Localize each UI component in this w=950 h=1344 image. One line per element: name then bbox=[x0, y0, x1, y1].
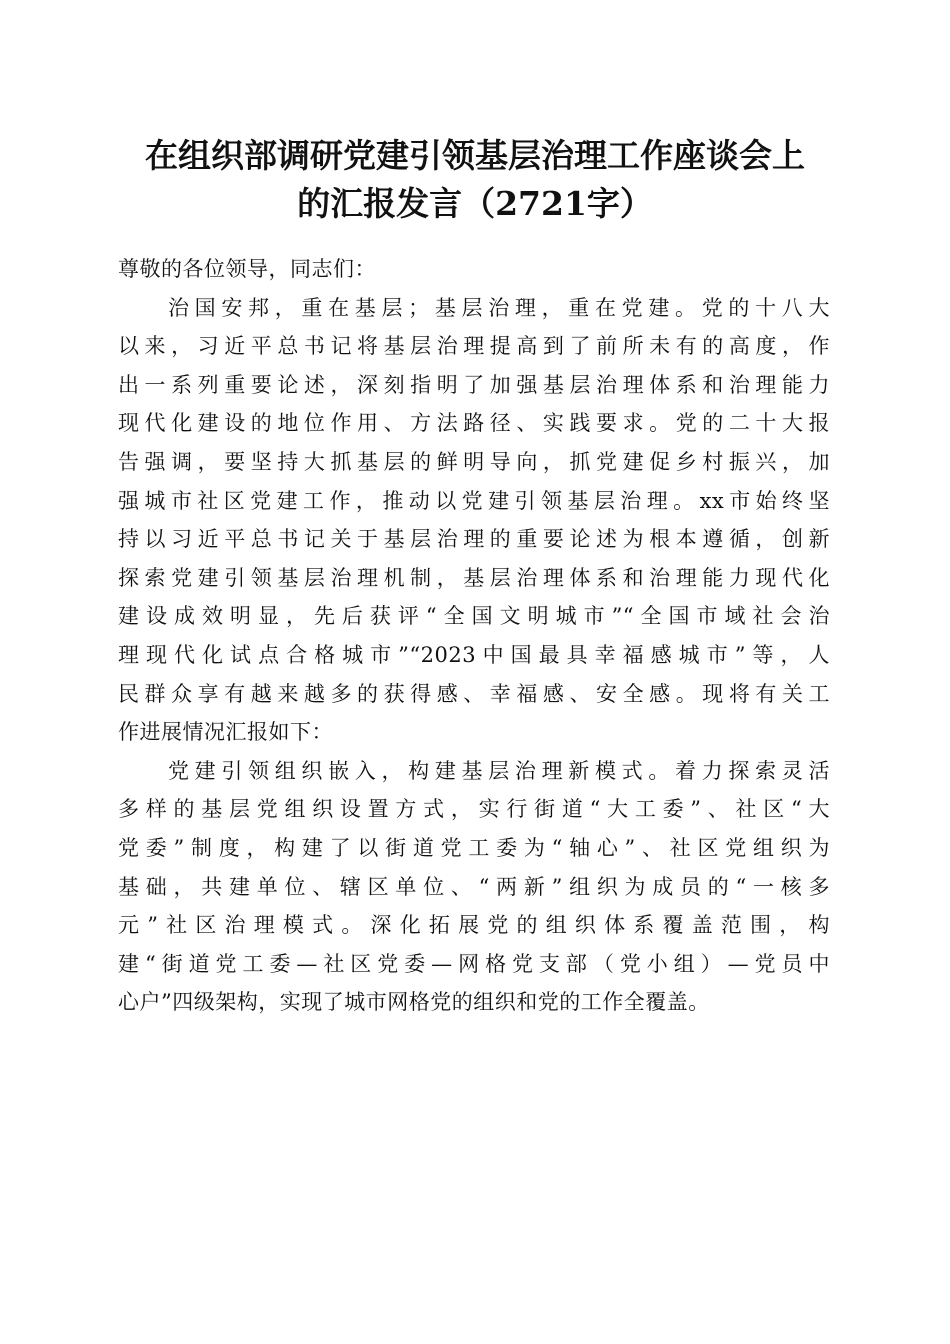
paragraph-1-line: 出一系列重要论述，深刻指明了加强基层治理体系和治理能力 bbox=[118, 372, 830, 397]
paragraph-2-line: 党建引领组织嵌入，构建基层治理新模式。着力探索灵活 bbox=[168, 758, 830, 783]
document-title bbox=[100, 132, 850, 228]
title-line-2: 的汇报发言（2721字） bbox=[297, 184, 653, 223]
salutation: 尊敬的各位领导，同志们： bbox=[118, 257, 376, 281]
paragraph-1-line: 作进展情况汇报如下： bbox=[118, 720, 333, 745]
paragraph-2-line: 多样的基层党组织设置方式，实行街道“大工委”、社区“大 bbox=[118, 797, 830, 822]
paragraph-2-line: 党委”制度，构建了以街道党工委为“轴心”、社区党组织为 bbox=[118, 835, 830, 860]
paragraph-2-line: 建“街道党工委—社区党委—网格党支部（党小组）—党员中 bbox=[118, 951, 830, 976]
paragraph-1-line: 强城市社区党建工作，推动以党建引领基层治理。xx市始终坚 bbox=[118, 488, 830, 513]
paragraph-2-line: 元”社区治理模式。深化拓展党的组织体系覆盖范围，构 bbox=[118, 913, 830, 938]
paragraph-1-line: 民群众享有越来越多的获得感、幸福感、安全感。现将有关工 bbox=[118, 681, 830, 706]
title-line-1: 在组织部调研党建引领基层治理工作座谈会上 bbox=[145, 136, 805, 175]
paragraph-1-line: 持以习近平总书记关于基层治理的重要论述为根本遵循，创新 bbox=[118, 527, 830, 552]
paragraph-1-line: 建设成效明显，先后获评“全国文明城市”“全国市域社会治 bbox=[118, 604, 830, 629]
paragraph-1 bbox=[118, 289, 830, 752]
paragraph-1-line: 理现代化试点合格城市”“2023中国最具幸福感城市”等，人 bbox=[118, 642, 830, 667]
paragraph-1-line: 探索党建引领基层治理机制，基层治理体系和治理能力现代化 bbox=[118, 565, 830, 590]
document-body bbox=[118, 250, 830, 1022]
paragraph-2-line: 心户”四级架构，实现了城市网格党的组织和党的工作全覆盖。 bbox=[118, 990, 710, 1015]
paragraph-1-line: 以来，习近平总书记将基层治理提高到了前所未有的高度，作 bbox=[118, 334, 830, 359]
paragraph-2-line: 基础，共建单位、辖区单位、“两新”组织为成员的“一核多 bbox=[118, 874, 830, 899]
paragraph-1-line: 告强调，要坚持大抓基层的鲜明导向，抓党建促乡村振兴，加 bbox=[118, 449, 830, 474]
paragraph-1-line: 治国安邦，重在基层；基层治理，重在党建。党的十八大 bbox=[168, 295, 830, 320]
paragraph-1-line: 现代化建设的地位作用、方法路径、实践要求。党的二十大报 bbox=[118, 411, 830, 436]
paragraph-2 bbox=[118, 752, 830, 1022]
